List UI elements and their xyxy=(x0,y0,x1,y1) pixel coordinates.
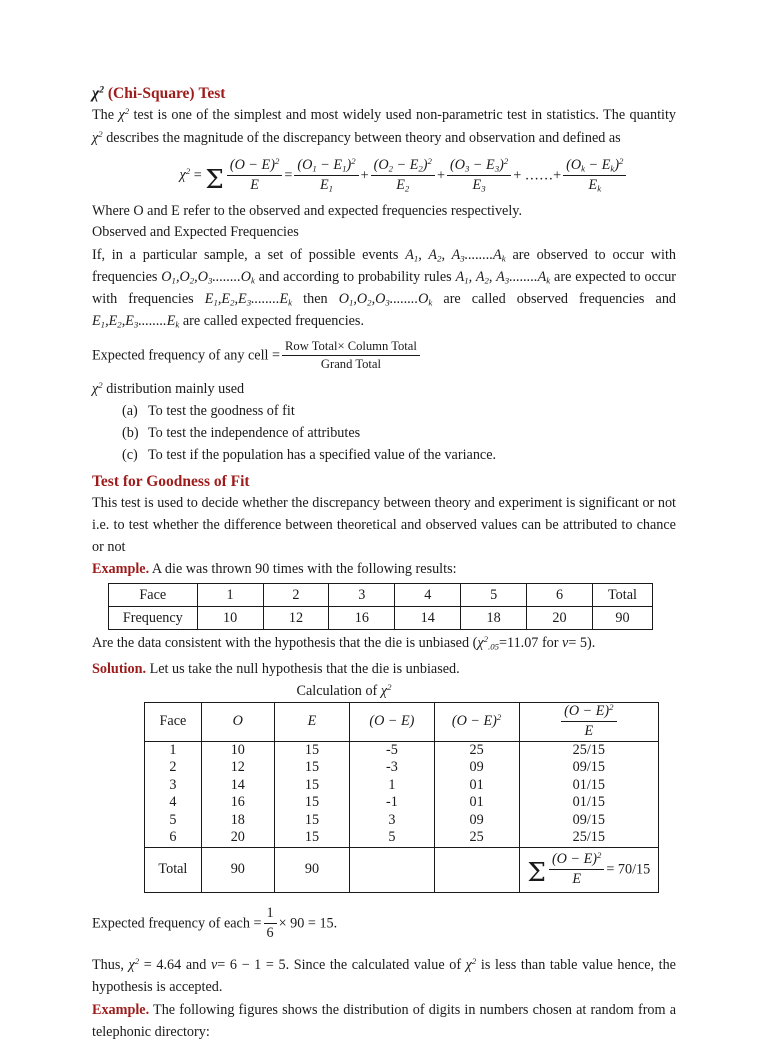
table-row xyxy=(145,759,659,777)
list-item xyxy=(122,401,676,423)
cell-observed: 14 xyxy=(201,777,274,795)
cell-observed: 20 xyxy=(201,829,274,847)
cell-difference-squared: 25 xyxy=(434,829,519,847)
expected-freq-list-1: $E_1,E_2,E_3........E_k$ xyxy=(204,291,293,308)
list-item xyxy=(122,423,676,445)
example-text: A die was thrown 90 times with the following results: xyxy=(151,561,457,578)
conclusion-c: and xyxy=(185,957,207,974)
column-header-o: O xyxy=(201,702,274,741)
example-label: Example. xyxy=(92,561,150,578)
face-cell: 5 xyxy=(461,584,527,607)
expected-frequency-cell-equation xyxy=(92,340,676,373)
term-numerator: $(O_3 - E_3)^2$ xyxy=(447,157,511,176)
cell-total-label: Total xyxy=(145,847,202,892)
table-row xyxy=(109,584,653,607)
cell-term: 09/15 xyxy=(519,812,658,830)
cell-term: 25/15 xyxy=(519,741,658,759)
question-text: Are the data consistent with the hypothesis that the die is unbiased ( xyxy=(92,635,478,652)
def-a: If, in a particular sample, a set of possible events xyxy=(92,246,399,263)
cell-observed: 18 xyxy=(201,812,274,830)
nu-symbol: ν xyxy=(562,635,569,652)
cell-difference-squared: 25 xyxy=(434,741,519,759)
column-header-term: $\frac{(O - E)^2}{E}$ xyxy=(519,702,658,741)
sum-value: = 70/15 xyxy=(606,861,651,878)
chi-symbol: $\chi^2$ xyxy=(380,681,392,699)
cell-term: 01/15 xyxy=(519,777,658,795)
cell-observed: 12 xyxy=(201,759,274,777)
solution-text: Let us take the null hypothesis that the die is unbiased. xyxy=(149,660,460,677)
events-list-1: $A_1$, $A_2$, $A_3........A_k$ xyxy=(405,246,506,264)
summation-icon: Σ xyxy=(205,164,224,195)
column-header-diff: (O − E) xyxy=(350,702,434,741)
column-header-face: Face xyxy=(145,702,202,741)
face-cell: 3 xyxy=(329,584,395,607)
frequency-cell: 14 xyxy=(395,607,461,630)
cell-expected: 15 xyxy=(274,777,349,795)
cell-total-sum: Σ $\frac{(O - E)^2}{E}$ = 70/15 xyxy=(519,847,658,892)
cell-expected: 15 xyxy=(274,812,349,830)
chi-square-calculation-table xyxy=(144,702,659,893)
conclusion-d: = 6 − 1 = 5 xyxy=(217,957,286,974)
term-denominator: $E_k$ xyxy=(588,176,602,194)
frequency-cell: 18 xyxy=(461,607,527,630)
conclusion-paragraph xyxy=(92,954,676,998)
cell-expected: 15 xyxy=(274,759,349,777)
calculation-caption-text: Calculation of xyxy=(296,682,378,699)
cell-difference-squared: 01 xyxy=(434,794,519,812)
page-title xyxy=(92,84,676,103)
fraction-numerator: 1 xyxy=(264,905,277,924)
table-row-total xyxy=(145,847,659,892)
intro-paragraph xyxy=(92,104,676,148)
table-row xyxy=(145,741,659,759)
frequency-cell: 10 xyxy=(197,607,263,630)
cell-face: 4 xyxy=(145,794,202,812)
row-header-frequency: Frequency xyxy=(109,607,198,630)
def-d: are expected to occur with frequencies xyxy=(92,269,677,308)
formula-equals-2: = xyxy=(284,167,293,184)
cell-observed: 16 xyxy=(201,794,274,812)
expected-cell-label: Expected frequency of any cell xyxy=(92,347,269,364)
formula-term-2 xyxy=(371,157,435,194)
cell-difference: 5 xyxy=(350,829,434,847)
total-header: Total xyxy=(592,584,652,607)
cell-face: 6 xyxy=(145,829,202,847)
expected-cell-denominator: Grand Total xyxy=(320,356,382,371)
closing-section xyxy=(92,906,676,1043)
formula-ellipsis: + ……+ xyxy=(513,167,562,184)
expected-cell-numerator: Row Total× Column Total xyxy=(282,339,420,356)
uses-list xyxy=(92,401,676,467)
conclusion-f: is less than table value hence, the hypothesis is accepted. xyxy=(92,957,676,996)
conclusion-a: Thus, xyxy=(92,957,124,974)
cell-term: 09/15 xyxy=(519,759,658,777)
list-item-text: To test if the population has a specified value of the variance. xyxy=(148,446,497,463)
formula-term-1 xyxy=(294,157,358,194)
observed-freq-list-1: $O_1,O_2,O_3........O_k$ xyxy=(161,269,255,286)
chi-symbol: $\chi^2$ xyxy=(465,956,477,974)
table-row xyxy=(109,607,653,630)
cell-expected: 15 xyxy=(274,741,349,759)
formula-plus-2: + xyxy=(436,167,445,184)
total-value: 90 xyxy=(592,607,652,630)
title-chi-symbol: $\chi^2$ xyxy=(92,84,105,102)
conclusion-b: = 4.64 xyxy=(143,957,182,974)
cell-expected: 15 xyxy=(274,829,349,847)
cell-difference: -3 xyxy=(350,759,434,777)
cell-observed: 10 xyxy=(201,741,274,759)
subheading-observed-expected: Observed and Expected Frequencies xyxy=(92,224,299,241)
example-label: Example. xyxy=(92,1001,150,1018)
cell-difference: -5 xyxy=(350,741,434,759)
list-item-label: (a) xyxy=(122,403,138,420)
term-denominator: E xyxy=(250,176,259,193)
distribution-used-line xyxy=(92,381,676,398)
intro-c: describes the magnitude of the discrepancy between theory and observation and defined as xyxy=(106,129,621,146)
section-heading-goodness-of-fit: Test for Goodness of Fit xyxy=(92,472,250,490)
column-header-diff-squared: $(O - E)^2$ xyxy=(434,702,519,741)
cell-term: 01/15 xyxy=(519,794,658,812)
expected-cell-fraction xyxy=(282,339,420,372)
distribution-used-text: distribution mainly used xyxy=(106,381,245,398)
cell-difference-squared: 09 xyxy=(434,812,519,830)
expected-cell-equals: = xyxy=(272,347,281,364)
example-2-line xyxy=(92,999,676,1043)
cell-total-observed: 90 xyxy=(201,847,274,892)
question-close: ). xyxy=(587,635,596,652)
face-cell: 4 xyxy=(395,584,461,607)
def-f: are called observed frequencies and xyxy=(443,291,677,308)
intro-a: The xyxy=(92,107,115,124)
summation-icon: Σ xyxy=(527,858,546,889)
question-line xyxy=(92,632,676,654)
die-results-table xyxy=(108,583,653,630)
list-item xyxy=(122,445,676,467)
goodness-of-fit-body: This test is used to decide whether the discrepancy between theory and experiment is significant or not i.e. to test whether the difference between theoretical and observed values can be attributed to chance or not xyxy=(92,494,676,556)
where-line: Where O and E refer to the observed and expected frequencies respectively. xyxy=(92,203,523,220)
conclusion-e: . Since the calculated value of xyxy=(285,957,462,974)
spacer xyxy=(92,945,676,954)
cell-face: 2 xyxy=(145,759,202,777)
list-item-text: To test the goodness of fit xyxy=(148,403,295,420)
nu-value: = 5 xyxy=(568,635,588,652)
cell-difference: 1 xyxy=(350,777,434,795)
def-e: then xyxy=(303,291,328,308)
expected-each-label: Expected frequency of each xyxy=(92,915,250,932)
term-numerator: $(O_1 - E_1)^2$ xyxy=(294,157,358,176)
row-header-face: Face xyxy=(109,584,198,607)
expected-each-equation xyxy=(92,906,676,943)
example-text: The following figures shows the distribution of digits in numbers chosen at random from a telephonic directory: xyxy=(92,1001,676,1040)
intro-b: test is one of the simplest and most widely used non-parametric test in statistics. The quantity xyxy=(133,107,676,124)
calculation-rows xyxy=(145,741,659,847)
expected-freq-list-2: $E_1,E_2,E_3........E_k$ xyxy=(92,313,180,330)
def-c: and according to probability rules xyxy=(258,269,452,286)
formula-plus-1: + xyxy=(360,167,369,184)
column-header-e: E xyxy=(274,702,349,741)
cell-face: 3 xyxy=(145,777,202,795)
cell-difference: 3 xyxy=(350,812,434,830)
solution-label: Solution. xyxy=(92,660,147,677)
page-content xyxy=(92,84,676,1043)
question-for: for xyxy=(541,635,559,652)
term-numerator: $(O - E)^2$ xyxy=(227,157,282,176)
face-cell: 6 xyxy=(527,584,593,607)
term-denominator: $E_3$ xyxy=(472,176,486,194)
chi-critical-value: =11.07 xyxy=(499,635,539,652)
formula-equals: = xyxy=(193,167,202,184)
term-numerator: $(O_2 - E_2)^2$ xyxy=(371,157,435,176)
table-header-row xyxy=(145,702,659,741)
chi-symbol: $\chi^2$ xyxy=(118,106,130,124)
table-row xyxy=(145,812,659,830)
term-denominator: $E_1$ xyxy=(319,176,334,194)
observed-freq-list-2: $O_1,O_2,O_3........O_k$ xyxy=(338,291,433,308)
cell-term: 25/15 xyxy=(519,829,658,847)
table-row xyxy=(145,829,659,847)
chi-square-formula xyxy=(92,158,676,195)
cell-difference-squared: 01 xyxy=(434,777,519,795)
expected-each-equals: = xyxy=(253,915,262,932)
definition-paragraph xyxy=(92,244,676,333)
cell-total-difference-squared xyxy=(434,847,519,892)
cell-face: 5 xyxy=(145,812,202,830)
list-item-label: (c) xyxy=(122,446,138,463)
example-1-line xyxy=(92,558,676,580)
list-item-text: To test the independence of attributes xyxy=(148,425,361,442)
chi-symbol: $\chi^2$ xyxy=(128,956,140,974)
formula-lhs: $\chi^2$ xyxy=(179,166,191,184)
cell-difference: -1 xyxy=(350,794,434,812)
chi-symbol: $\chi^2$ xyxy=(92,128,103,146)
face-cell: 1 xyxy=(197,584,263,607)
formula-term-3 xyxy=(447,157,511,194)
events-list-2: $A_1$, $A_2$, $A_3........A_k$ xyxy=(455,269,551,286)
title-text: (Chi-Square) Test xyxy=(107,85,226,102)
one-sixth-fraction xyxy=(264,905,277,942)
frequency-cell: 16 xyxy=(329,607,395,630)
cell-face: 1 xyxy=(145,741,202,759)
list-item-label: (b) xyxy=(122,425,139,442)
solution-line xyxy=(92,658,676,680)
formula-term-general xyxy=(227,157,282,194)
frequency-cell: 12 xyxy=(263,607,329,630)
face-cell: 2 xyxy=(263,584,329,607)
calculation-caption xyxy=(92,683,676,700)
cell-total-expected: 90 xyxy=(274,847,349,892)
term-numerator: $(O_k - E_k)^2$ xyxy=(563,157,626,176)
table-row xyxy=(145,777,659,795)
def-b: are observed to occur with frequencies xyxy=(92,246,677,286)
fraction-denominator: 6 xyxy=(266,924,274,941)
frequency-table-wrapper xyxy=(92,583,676,630)
term-denominator: $E_2$ xyxy=(396,176,410,194)
def-g: are called expected frequencies. xyxy=(182,313,364,330)
cell-total-difference xyxy=(350,847,434,892)
frequency-cell: 20 xyxy=(527,607,593,630)
chi-alpha-symbol: $\chi^2_{.05}$ xyxy=(477,634,499,652)
cell-difference-squared: 09 xyxy=(434,759,519,777)
table-row xyxy=(145,794,659,812)
formula-term-k xyxy=(563,157,626,194)
nu-symbol: ν xyxy=(210,957,218,974)
expected-each-rest: × 90 = 15. xyxy=(278,915,338,932)
chi-symbol: $\chi^2$ xyxy=(92,380,103,398)
calculation-total xyxy=(145,847,659,892)
cell-expected: 15 xyxy=(274,794,349,812)
